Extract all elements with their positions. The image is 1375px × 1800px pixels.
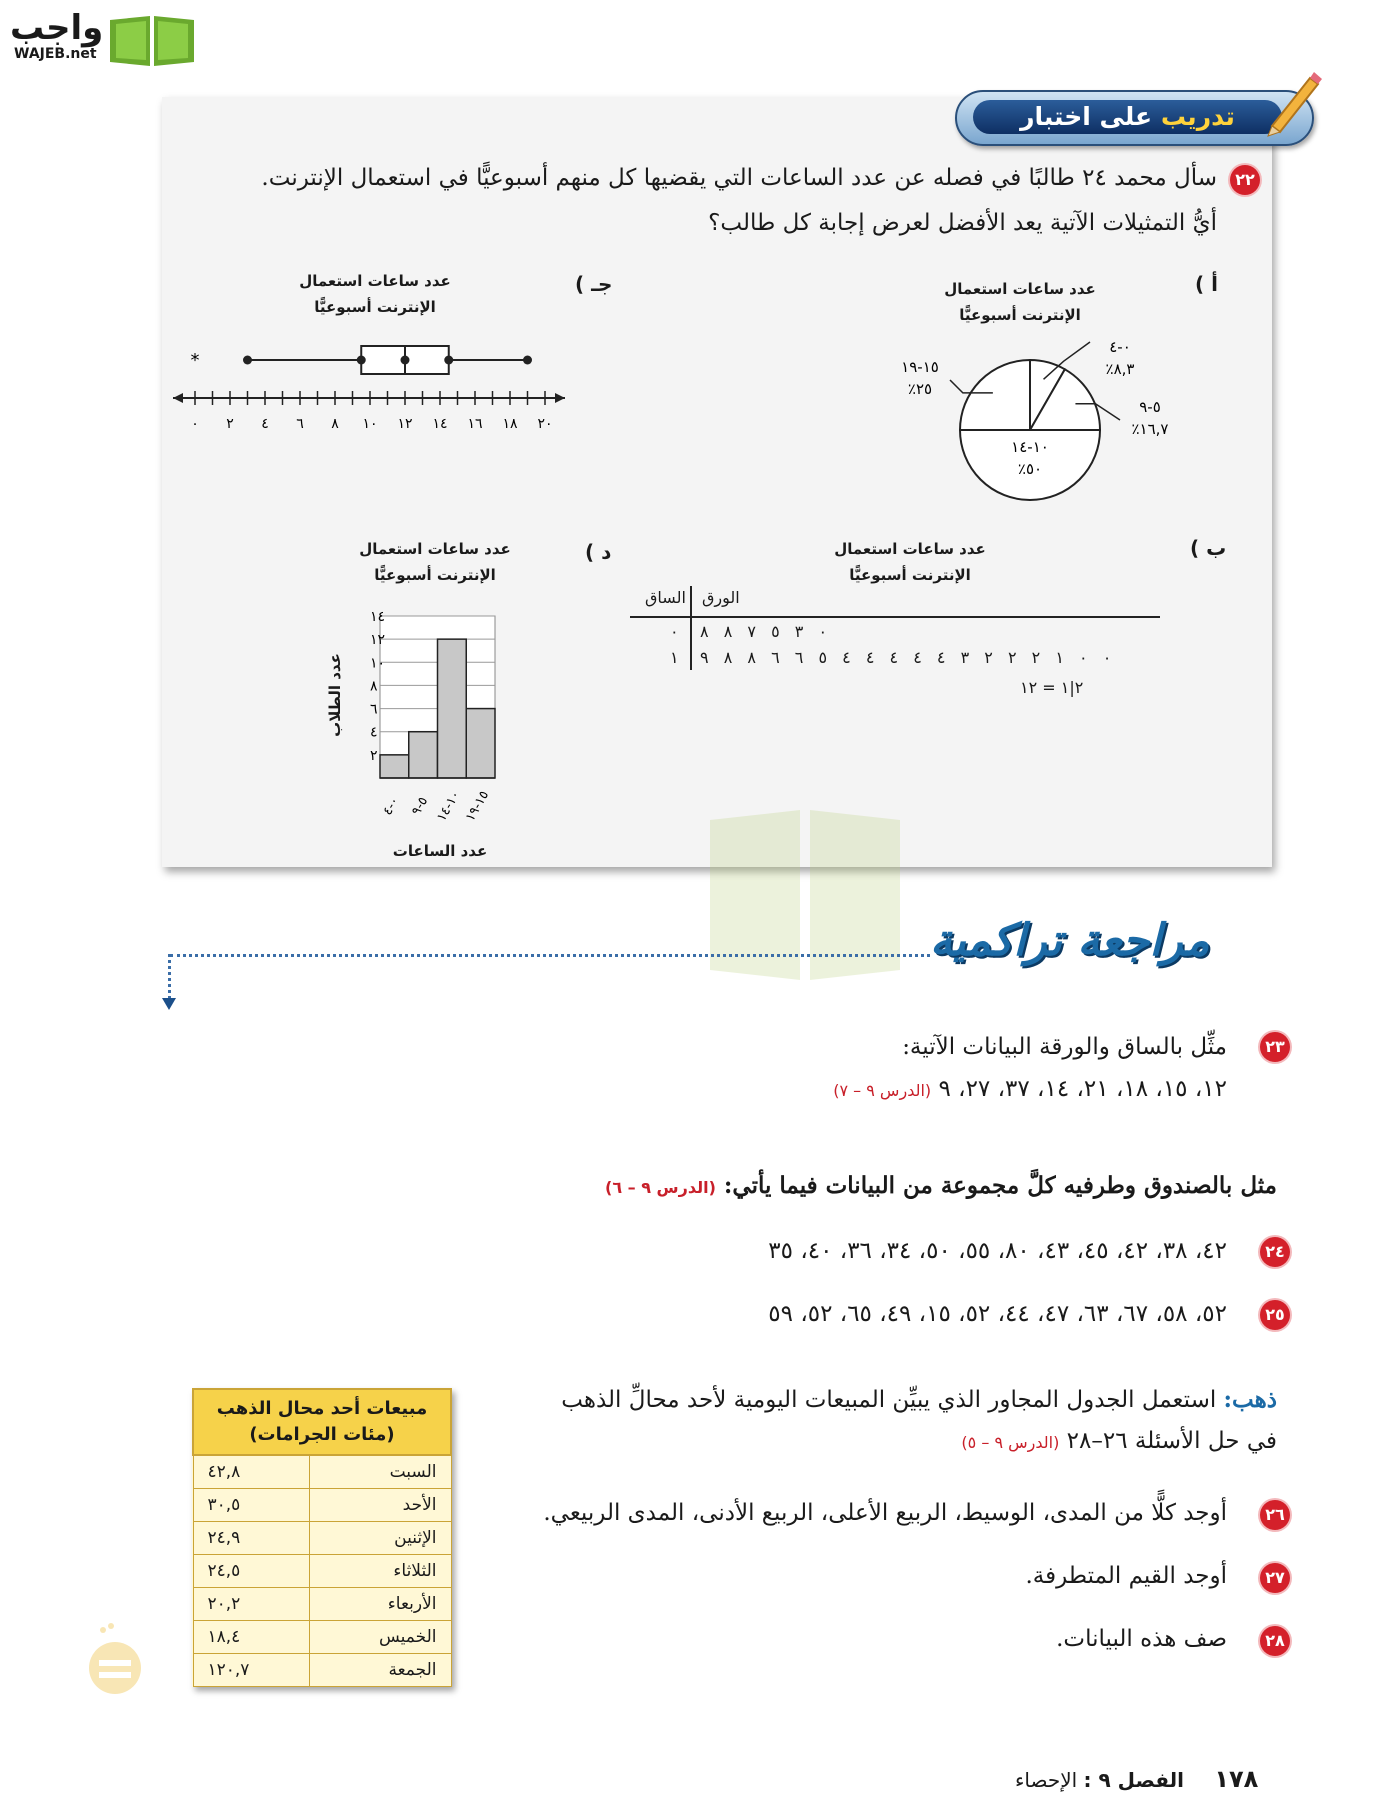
table-row [193, 1455, 451, 1489]
pie-value-label: ٢٥٪ [907, 380, 933, 398]
day-cell: السبت [309, 1455, 451, 1489]
stem-value: ١ [670, 648, 679, 667]
y-tick-label: ٨ [370, 678, 378, 695]
logo-subtext: WAJEB.net [14, 46, 97, 62]
test-practice-banner [955, 90, 1314, 146]
question-number-26: ٢٦ [1260, 1500, 1290, 1530]
axis-tick-label: ٢ [226, 416, 234, 432]
y-tick-label: ٤ [370, 724, 378, 741]
day-cell: الثلاثاء [309, 1555, 451, 1588]
value-cell: ١٨,٤ [193, 1621, 309, 1654]
q27-text: أوجد القيم المتطرفة. [1025, 1563, 1227, 1589]
side-decoration-icon [85, 1620, 145, 1698]
histogram-bar [409, 732, 438, 778]
axis-tick-label: ١٠ [362, 416, 378, 432]
outlier-marker: * [190, 350, 200, 371]
x-tick-label: ٠-٤ [380, 794, 403, 819]
boxplot-instruction-text: مثل بالصندوق وطرفيه كلَّ مجموعة من البيانات فيما يأتي: [723, 1172, 1277, 1199]
gold-sales-table [192, 1388, 452, 1687]
table-row [193, 1489, 451, 1522]
stem-leaf-plot [630, 586, 1170, 716]
option-c-label: جـ ) [575, 272, 613, 296]
axis-tick-label: ٨ [331, 416, 339, 432]
box-plot-point [523, 356, 532, 365]
day-cell: الإثنين [309, 1522, 451, 1555]
option-d-label: د ) [585, 540, 612, 564]
day-cell: الأربعاء [309, 1588, 451, 1621]
banner-title-part1: تدريب [1160, 102, 1235, 131]
gold-intro-line2 [961, 1428, 1277, 1454]
logo-text: واجب [10, 8, 104, 48]
q22-line2: أيُّ التمثيلات الآتية يعد الأفضل لعرض إجابة كل طالب؟ [708, 210, 1217, 236]
box-plot-point [401, 356, 410, 365]
q23-data: ١٢، ١٥، ١٨، ٢١، ١٤، ٣٧، ٢٧، ٩ [938, 1076, 1227, 1102]
pie-value-label: ٨,٣٪ [1105, 360, 1135, 378]
value-cell: ٣٠,٥ [193, 1489, 309, 1522]
pie-slice [960, 360, 1030, 430]
gold-intro-text2: في حل الأسئلة ٢٦–٢٨ [1066, 1428, 1277, 1454]
table-row [193, 1522, 451, 1555]
leaf-header: الورق [702, 588, 740, 607]
watermark-logo [440, 800, 960, 990]
table-row [193, 1621, 451, 1654]
day-cell: الجمعة [309, 1654, 451, 1687]
histogram-title: عدد ساعات استعمال الإنترنت أسبوعيًّا [359, 540, 511, 584]
question-number-22: ٢٢ [1230, 165, 1260, 195]
pie-slice-label: ١٠-١٤ [1011, 438, 1049, 456]
histogram-bar [438, 639, 467, 778]
page-footer [1015, 1765, 1258, 1793]
x-tick-label: ١٥-١٩ [462, 788, 493, 825]
q26-text: أوجد كلًّا من المدى، الوسيط، الربيع الأعلى، الربيع الأدنى، المدى الربيعي. [543, 1500, 1227, 1526]
stem-leaf-title: عدد ساعات استعمال الإنترنت أسبوعيًّا [834, 540, 986, 584]
gold-table-unit: (مئات الجرامات) [249, 1424, 395, 1445]
axis-tick-label: ١٤ [432, 416, 448, 432]
pencil-icon [1262, 68, 1322, 138]
chapter-name: الإحصاء [1015, 1768, 1078, 1792]
banner-title-part2: على اختبار [1020, 102, 1153, 131]
q23-text: مثِّل بالساق والورقة البيانات الآتية: [902, 1034, 1227, 1060]
page-number: ١٧٨ [1214, 1765, 1259, 1793]
histogram-y-label: عدد الطلاب [326, 653, 344, 737]
axis-arrow-left [173, 393, 183, 403]
value-cell: ٢٤,٥ [193, 1555, 309, 1588]
banner-title [973, 100, 1282, 134]
y-tick-label: ٢ [370, 747, 378, 764]
pie-value-label: ٥٠٪ [1017, 460, 1043, 478]
day-cell: الأحد [309, 1489, 451, 1522]
leaf-values: ٠ ٣ ٥ ٧ ٨ ٨ [700, 622, 828, 641]
gold-intro-label: ذهب: [1223, 1386, 1277, 1413]
lesson-ref: (الدرس ٩ – ٥) [961, 1433, 1060, 1452]
wajeb-logo [10, 6, 190, 68]
pie-value-label: ١٦,٧٪ [1131, 420, 1169, 438]
axis-tick-label: ١٢ [397, 416, 413, 432]
gold-intro-text: استعمل الجدول المجاور الذي يبيِّن المبيعات اليومية لأحد محالِّ الذهب [561, 1387, 1217, 1413]
value-cell: ١٢٠,٧ [193, 1654, 309, 1687]
stem-header: الساق [645, 588, 686, 607]
gold-table-title: مبيعات أحد محال الذهب [216, 1398, 428, 1419]
question-number-27: ٢٧ [1260, 1563, 1290, 1593]
histogram-x-label: عدد الساعات [392, 842, 488, 860]
arrow-down-icon [162, 998, 176, 1010]
option-b-label: ب ) [1190, 536, 1227, 560]
chapter-label: الفصل ٩ : [1083, 1768, 1184, 1792]
stem-leaf-header-rule [630, 616, 1160, 618]
stem-leaf-key: ٢|١ = ١٢ [1020, 678, 1084, 697]
question-number-23: ٢٣ [1260, 1032, 1290, 1062]
box-plot-point [444, 356, 453, 365]
y-tick-label: ١٤ [370, 609, 386, 625]
lesson-ref: (الدرس ٩ – ٦) [605, 1178, 716, 1197]
histogram-bar [380, 755, 409, 778]
y-tick-label: ١٢ [370, 632, 386, 649]
value-cell: ٢٠,٢ [193, 1588, 309, 1621]
book-icon [106, 8, 198, 68]
box-plot [165, 340, 585, 440]
gold-intro-line1 [561, 1386, 1277, 1413]
day-cell: الخميس [309, 1621, 451, 1654]
histogram-bar [466, 709, 495, 778]
question-number-25: ٢٥ [1260, 1300, 1290, 1330]
x-tick-label: ٥-٩ [408, 794, 432, 819]
pie-slice-label: ٥-٩ [1139, 398, 1161, 416]
table-row [193, 1654, 451, 1687]
question-number-24: ٢٤ [1260, 1237, 1290, 1267]
axis-tick-label: ١٦ [467, 416, 483, 432]
q25-data: ٥٢، ٥٨، ٦٧، ٦٣، ٤٧، ٤٤، ٥٢، ١٥، ٤٩، ٦٥، ٥٢، ٥٩ [768, 1301, 1227, 1327]
value-cell: ٢٤,٩ [193, 1522, 309, 1555]
leaf-values: ٠ ٠ ١ ٢ ٢ ٢ ٣ ٤ ٤ ٤ ٤ ٤ ٥ ٦ ٦ ٨ ٨ ٩ [700, 648, 1112, 667]
axis-tick-label: ٤ [261, 416, 269, 432]
axis-tick-label: ٦ [296, 416, 304, 432]
x-tick-label: ١٠-١٤ [434, 788, 464, 825]
option-a-label: أ ) [1195, 272, 1218, 296]
pie-slice-label: ٠-٤ [1109, 338, 1131, 356]
pie-chart-title: عدد ساعات استعمال الإنترنت أسبوعيًّا [944, 280, 1096, 324]
stem-leaf-divider [690, 586, 692, 670]
q22-line1: سأل محمد ٢٤ طالبًا في فصله عن عدد الساعات التي يقضيها كل منهم أسبوعيًّا في استعمال الإنترنت. [261, 165, 1217, 191]
lesson-ref: (الدرس ٩ – ٧) [833, 1081, 932, 1100]
section-title: مراجعة تراكمية [930, 915, 1210, 966]
boxplot-instruction [605, 1172, 1277, 1199]
gold-table-header [193, 1389, 451, 1455]
pie-slice-label: ١٥-١٩ [901, 358, 939, 376]
q23-data-line [833, 1076, 1227, 1102]
axis-tick-label: ٠ [191, 416, 199, 432]
section-divider [170, 954, 930, 957]
question-number-28: ٢٨ [1260, 1626, 1290, 1656]
q28-text: صف هذه البيانات. [1056, 1626, 1227, 1652]
value-cell: ٤٢,٨ [193, 1455, 309, 1489]
stem-value: ٠ [670, 622, 679, 641]
q24-data: ٤٢، ٣٨، ٤٢، ٤٥، ٤٣، ٨٠، ٥٥، ٥٠، ٣٤، ٣٦، ٤٠، ٣٥ [768, 1238, 1227, 1264]
table-row [193, 1588, 451, 1621]
pie-chart [860, 330, 1180, 510]
axis-tick-label: ٢٠ [537, 416, 553, 432]
axis-tick-label: ١٨ [502, 416, 518, 432]
table-row [193, 1555, 451, 1588]
box-plot-point [357, 356, 366, 365]
box-plot-title: عدد ساعات استعمال الإنترنت أسبوعيًّا [299, 272, 451, 316]
box-plot-point [243, 356, 252, 365]
section-divider-vertical [168, 954, 171, 999]
y-tick-label: ١٠ [370, 655, 386, 672]
y-tick-label: ٦ [370, 701, 378, 718]
axis-arrow-right [555, 393, 565, 403]
